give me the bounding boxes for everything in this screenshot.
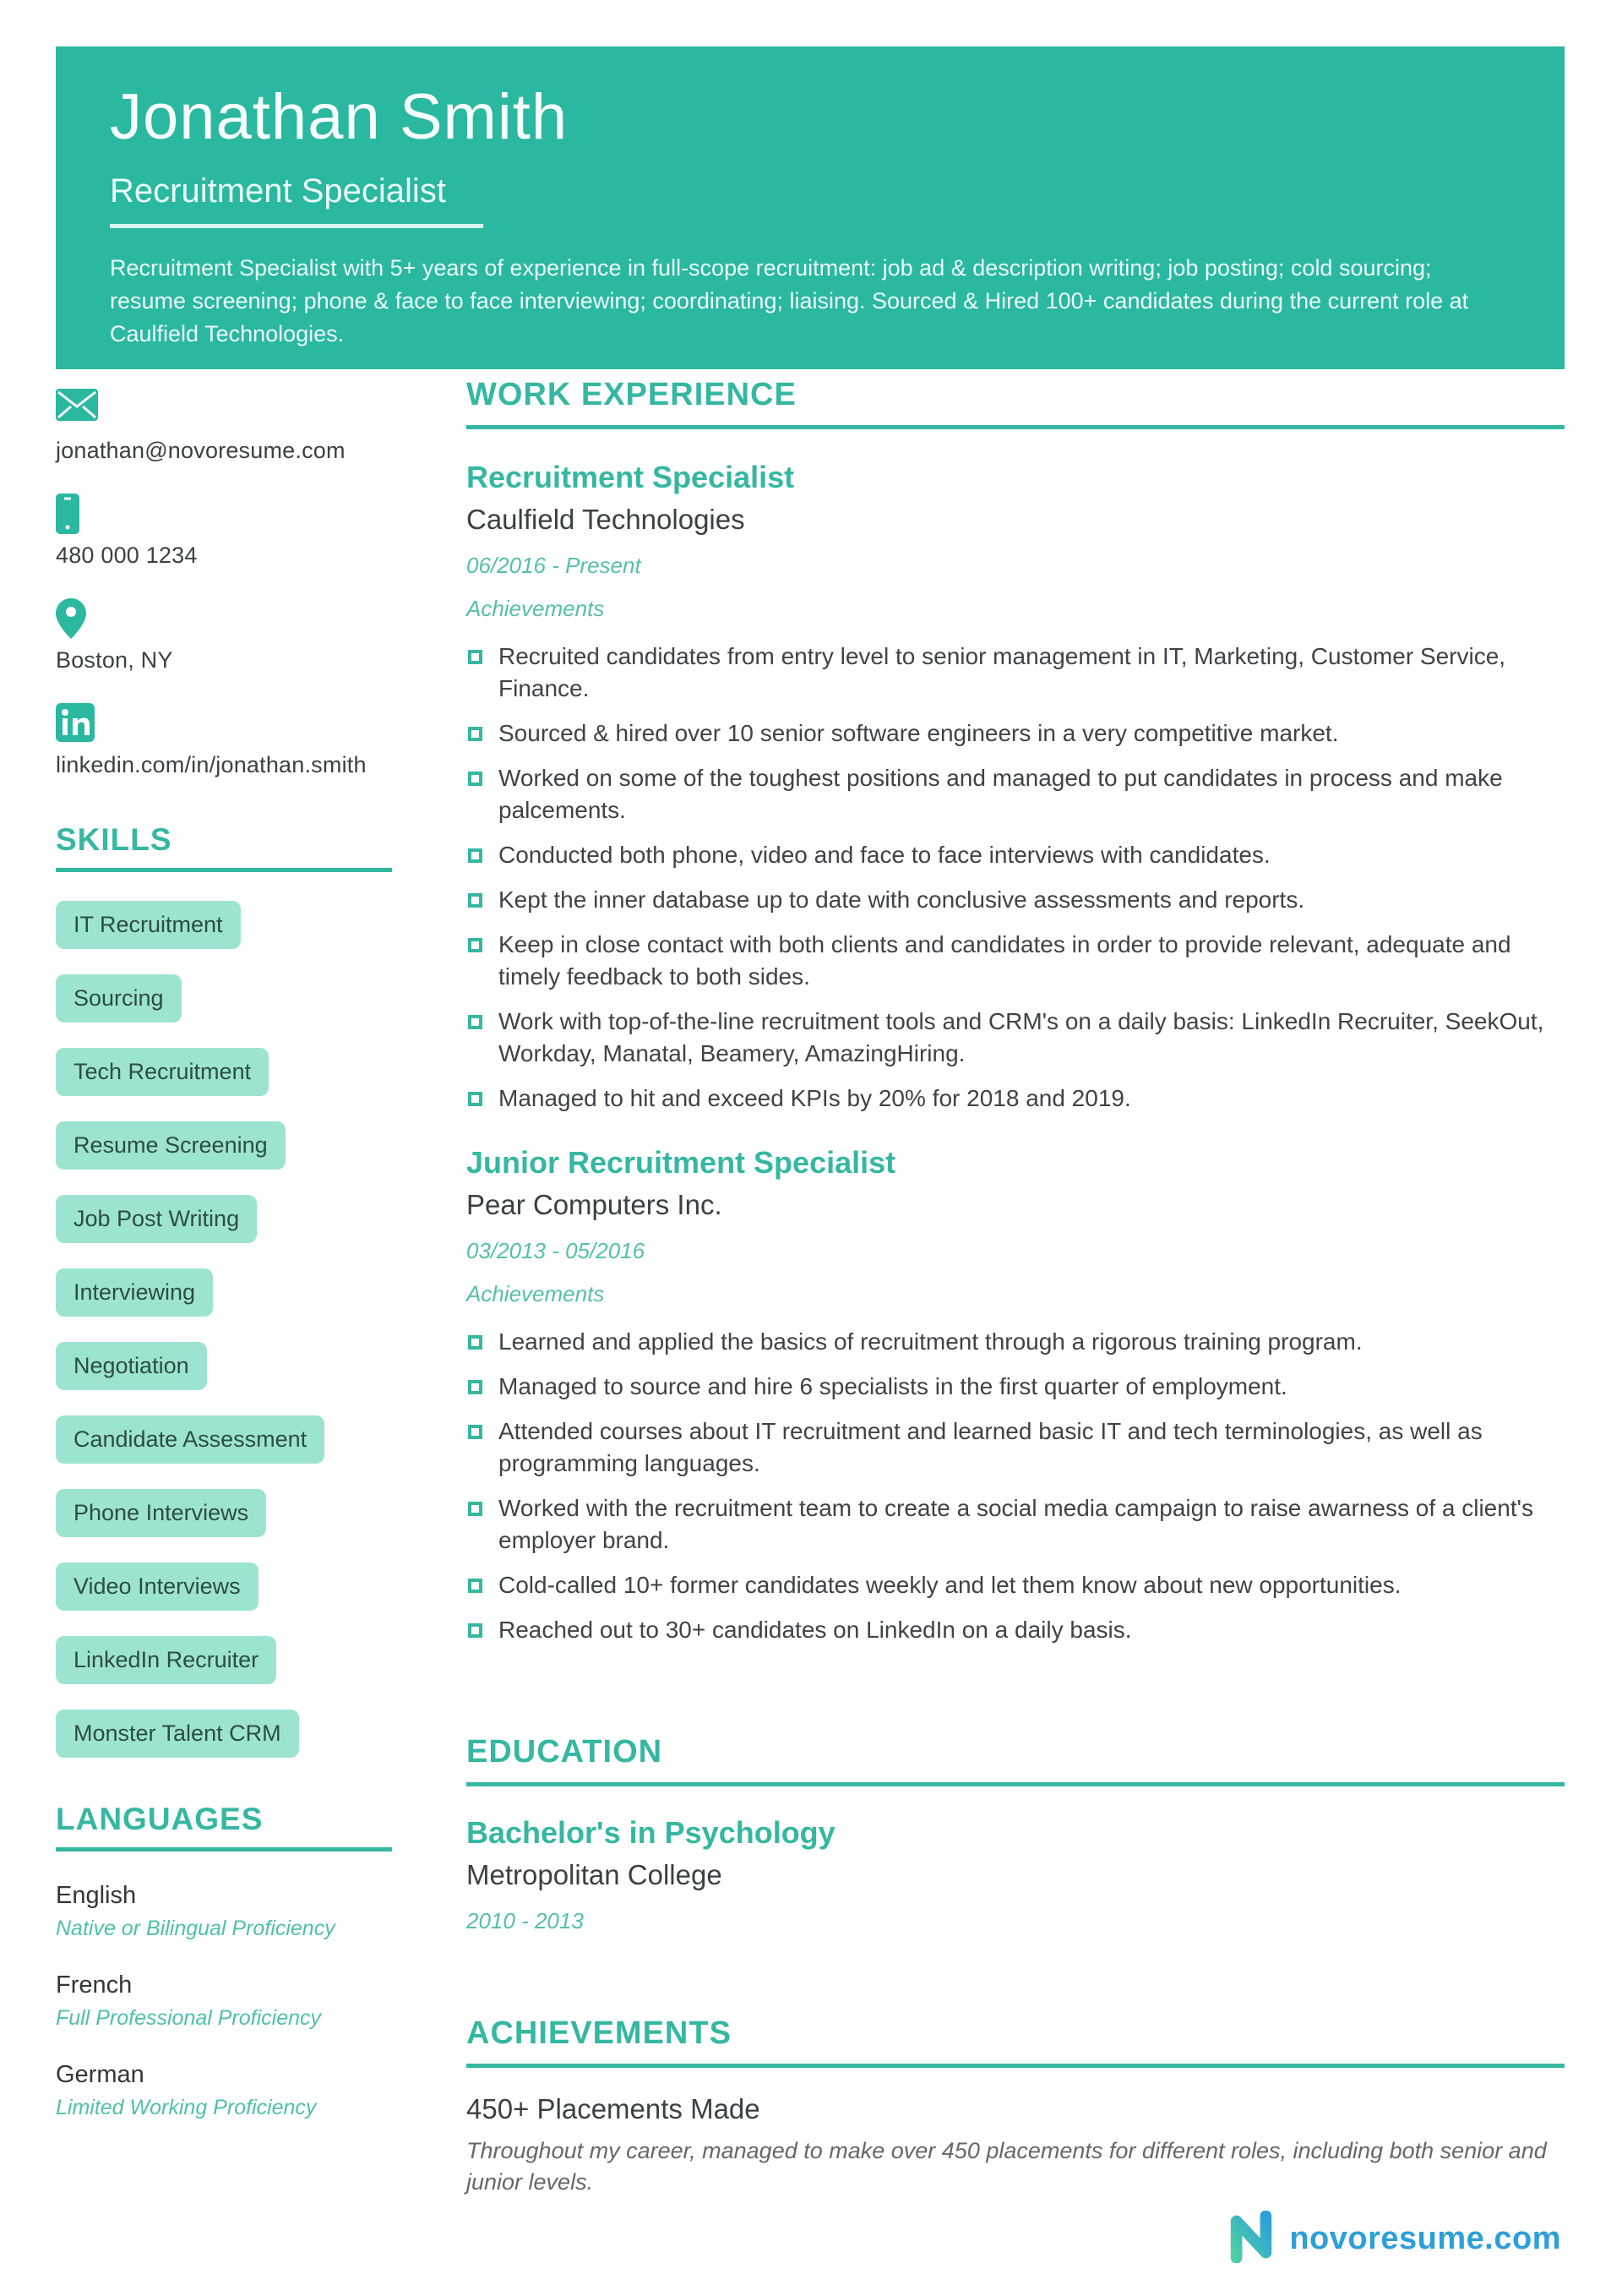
language-name: French	[56, 1972, 133, 1999]
languages-list	[56, 1882, 392, 2120]
job-bullet: Worked with the recruitment team to create a social media campaign to raise awarness of a client's employer brand.	[466, 1492, 1565, 1557]
footer-brand[interactable]	[1225, 2211, 1561, 2267]
title-underline	[110, 224, 483, 228]
work-experience-heading: WORK EXPERIENCE	[466, 377, 1565, 429]
job-bullet: Conducted both phone, video and face to face interviews with candidates.	[466, 839, 1565, 871]
job-bullet: Work with top-of-the-line recruitment tools and CRM's on a daily basis: LinkedIn Recruiter, SeekOut, Workday, Manatal, Beamery, AmazingHiring.	[466, 1006, 1565, 1070]
skill-chip: Interviewing	[56, 1268, 213, 1317]
languages-heading: LANGUAGES	[56, 1802, 392, 1852]
email-icon	[56, 389, 392, 428]
skills-heading: SKILLS	[56, 822, 392, 872]
achievements-label: Achievements	[466, 1281, 605, 1306]
job-dates: 06/2016 - Present	[466, 553, 641, 578]
job-bullet: Managed to hit and exceed KPIs by 20% for 2018 and 2019.	[466, 1083, 1565, 1115]
location-value: Boston, NY	[56, 647, 173, 673]
person-job-title: Recruitment Specialist	[110, 172, 446, 210]
education-school: Metropolitan College	[466, 1859, 722, 1890]
job-title: Recruitment Specialist	[466, 460, 795, 494]
skill-chip: Phone Interviews	[56, 1489, 266, 1537]
profile-summary: Recruitment Specialist with 5+ years of experience in full-scope recruitment: job ad & description writing; job posting; cold sourcing; resume screening; phone & face to face interviewing; coordinating; liaising. Sourced & Hired 100+ candidates during the current role at Caulfield Technologies.	[110, 255, 1469, 346]
skill-chip: Negotiation	[56, 1342, 207, 1390]
job-bullet: Reached out to 30+ candidates on LinkedIn on a daily basis.	[466, 1614, 1565, 1646]
language-item	[56, 1972, 392, 2031]
achievement-description: Throughout my career, managed to make over 450 placements for different roles, including both senior and junior levels.	[466, 2138, 1547, 2195]
job-bullet-list	[466, 1326, 1565, 1646]
contact-email	[56, 389, 392, 464]
linkedin-value[interactable]: linkedin.com/in/jonathan.smith	[56, 752, 367, 777]
job-bullet: Attended courses about IT recruitment and learned basic IT and tech terminologies, as well as programming languages.	[466, 1415, 1565, 1480]
email-value[interactable]: jonathan@novoresume.com	[56, 438, 346, 463]
phone-icon	[56, 494, 392, 532]
job-company: Pear Computers Inc.	[466, 1189, 722, 1220]
job-entry	[466, 1145, 1565, 1646]
sidebar	[56, 377, 392, 2198]
achievement-title: 450+ Placements Made	[466, 2093, 760, 2124]
job-bullet: Managed to source and hire 6 specialists in the first quarter of employment.	[466, 1371, 1565, 1403]
job-bullet: Recruited candidates from entry level to senior management in IT, Marketing, Customer Service, Finance.	[466, 641, 1565, 705]
job-bullet: Cold-called 10+ former candidates weekly and let them know about new opportunities.	[466, 1569, 1565, 1601]
footer-brand-text[interactable]: novoresume.com	[1289, 2221, 1561, 2256]
work-experience-section	[466, 377, 1565, 1646]
language-name: German	[56, 2061, 144, 2088]
skill-chip: Candidate Assessment	[56, 1415, 324, 1464]
job-bullet: Keep in close contact with both clients and candidates in order to provide relevant, adequate and timely feedback to both sides.	[466, 929, 1565, 993]
skill-chip: IT Recruitment	[56, 901, 241, 949]
skill-chip: Resume Screening	[56, 1121, 286, 1170]
contact-section	[56, 377, 392, 778]
achievements-heading: ACHIEVEMENTS	[466, 2015, 1565, 2068]
language-item	[56, 2061, 392, 2120]
skill-chip: Sourcing	[56, 974, 182, 1023]
language-level: Full Professional Proficiency	[56, 2006, 322, 2030]
job-bullet: Sourced & hired over 10 senior software engineers in a very competitive market.	[466, 717, 1565, 750]
job-bullet-list	[466, 641, 1565, 1115]
job-dates: 03/2013 - 05/2016	[466, 1238, 645, 1263]
content-columns	[56, 377, 1565, 2198]
location-pin-icon	[56, 598, 392, 637]
education-degree: Bachelor's in Psychology	[466, 1815, 835, 1850]
main-column	[466, 377, 1565, 2198]
skill-chip: Video Interviews	[56, 1562, 259, 1611]
skills-list	[56, 901, 392, 1758]
novoresume-logo-icon	[1225, 2211, 1277, 2267]
achievements-label: Achievements	[466, 596, 605, 621]
job-bullet: Worked on some of the toughest positions and managed to put candidates in process and make palcements.	[466, 762, 1565, 826]
skill-chip: LinkedIn Recruiter	[56, 1636, 276, 1684]
education-heading: EDUCATION	[466, 1734, 1565, 1786]
phone-value: 480 000 1234	[56, 543, 198, 568]
person-name: Jonathan Smith	[110, 81, 569, 153]
job-bullet: Learned and applied the basics of recruitment through a rigorous training program.	[466, 1326, 1565, 1358]
linkedin-icon	[56, 703, 392, 742]
education-dates: 2010 - 2013	[466, 1908, 584, 1933]
job-title: Junior Recruitment Specialist	[466, 1145, 896, 1180]
language-item	[56, 1882, 392, 1941]
hero-header	[56, 46, 1565, 369]
language-name: English	[56, 1882, 137, 1909]
contact-linkedin	[56, 703, 392, 778]
job-bullet: Kept the inner database up to date with conclusive assessments and reports.	[466, 884, 1565, 916]
education-entry	[466, 1815, 1565, 1934]
language-level: Native or Bilingual Proficiency	[56, 1917, 335, 1940]
achievement-entry	[466, 2093, 1565, 2198]
education-section	[466, 1734, 1565, 1934]
skill-chip: Job Post Writing	[56, 1195, 257, 1243]
job-entry	[466, 460, 1565, 1115]
language-level: Limited Working Proficiency	[56, 2096, 317, 2119]
contact-phone	[56, 494, 392, 569]
contact-location	[56, 598, 392, 674]
skill-chip: Tech Recruitment	[56, 1048, 269, 1096]
achievements-section	[466, 2015, 1565, 2198]
job-company: Caulfield Technologies	[466, 504, 745, 535]
skill-chip: Monster Talent CRM	[56, 1710, 299, 1758]
